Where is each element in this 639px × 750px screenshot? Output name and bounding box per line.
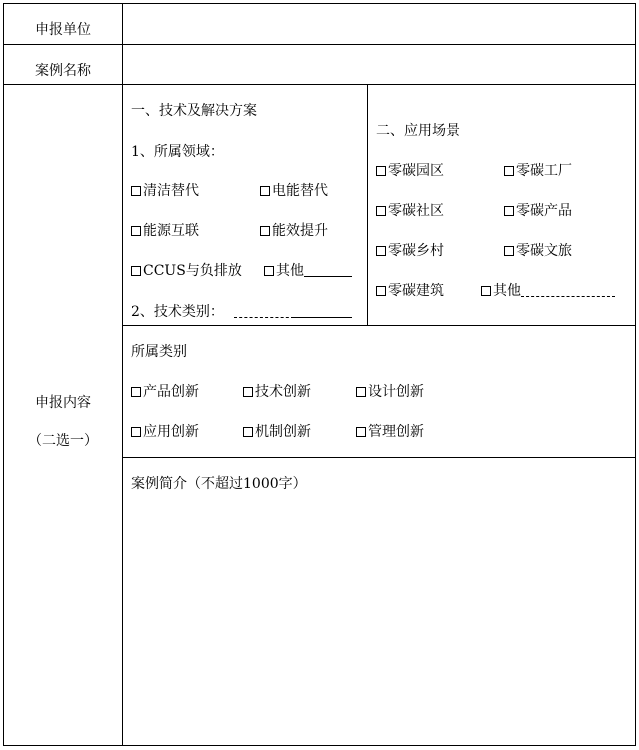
- label-column-divider: [122, 3, 123, 746]
- checkbox-icon[interactable]: [376, 206, 386, 216]
- option-ccus[interactable]: CCUS与负排放: [131, 262, 242, 280]
- option-management-innovation[interactable]: 管理创新: [356, 423, 424, 441]
- checkbox-icon[interactable]: [376, 166, 386, 176]
- checkbox-icon[interactable]: [264, 266, 274, 276]
- checkbox-icon[interactable]: [131, 387, 141, 397]
- content-label: 申报内容: [35, 395, 91, 411]
- content-sublabel: （二选一）: [28, 433, 98, 449]
- table-border-bottom: [3, 745, 636, 746]
- option-zero-carbon-product[interactable]: 零碳产品: [504, 202, 572, 220]
- section-divider: [367, 84, 368, 325]
- unit-label: 申报单位: [35, 22, 91, 38]
- checkbox-icon[interactable]: [504, 246, 514, 256]
- checkbox-icon[interactable]: [481, 286, 491, 296]
- option-clean-replacement[interactable]: 清洁替代: [131, 182, 199, 200]
- checkbox-icon[interactable]: [131, 266, 141, 276]
- checkbox-icon[interactable]: [243, 387, 253, 397]
- checkbox-icon[interactable]: [131, 427, 141, 437]
- checkbox-icon[interactable]: [356, 387, 366, 397]
- option-zero-carbon-community[interactable]: 零碳社区: [376, 202, 444, 220]
- option-scene-other[interactable]: 其他: [481, 282, 615, 300]
- option-zero-carbon-factory[interactable]: 零碳工厂: [504, 162, 572, 180]
- checkbox-icon[interactable]: [504, 166, 514, 176]
- tech-type-blank[interactable]: [234, 303, 352, 321]
- table-border-top: [3, 3, 636, 4]
- summary-input[interactable]: [124, 500, 634, 743]
- option-efficiency-improve[interactable]: 能效提升: [260, 222, 328, 240]
- row-divider-2: [3, 84, 636, 85]
- section1-title: 一、技术及解决方案: [131, 103, 257, 119]
- option-design-innovation[interactable]: 设计创新: [356, 383, 424, 401]
- table-border-right: [635, 3, 636, 746]
- category-title: 所属类别: [131, 344, 187, 360]
- case-name-input[interactable]: [124, 46, 634, 83]
- option-energy-interconnect[interactable]: 能源互联: [131, 222, 199, 240]
- checkbox-icon[interactable]: [260, 226, 270, 236]
- field-heading: 1、所属领域：: [131, 144, 224, 160]
- tech-type-label: 2、技术类别：: [131, 304, 224, 320]
- option-zero-carbon-village[interactable]: 零碳乡村: [376, 242, 444, 260]
- section2-title: 二、应用场景: [376, 123, 460, 139]
- checkbox-icon[interactable]: [260, 186, 270, 196]
- checkbox-icon[interactable]: [356, 427, 366, 437]
- checkbox-icon[interactable]: [131, 226, 141, 236]
- field-other-blank[interactable]: [304, 262, 352, 277]
- option-electric-replacement[interactable]: 电能替代: [260, 182, 328, 200]
- option-product-innovation[interactable]: 产品创新: [131, 383, 199, 401]
- row-divider-3: [122, 325, 636, 326]
- option-application-innovation[interactable]: 应用创新: [131, 423, 199, 441]
- checkbox-icon[interactable]: [243, 427, 253, 437]
- case-name-label: 案例名称: [35, 63, 91, 79]
- checkbox-icon[interactable]: [131, 186, 141, 196]
- option-zero-carbon-tourism[interactable]: 零碳文旅: [504, 242, 572, 260]
- option-mechanism-innovation[interactable]: 机制创新: [243, 423, 311, 441]
- option-tech-innovation[interactable]: 技术创新: [243, 383, 311, 401]
- row-divider-4: [122, 457, 636, 458]
- unit-input[interactable]: [124, 5, 634, 43]
- option-zero-carbon-building[interactable]: 零碳建筑: [376, 282, 444, 300]
- option-field-other[interactable]: 其他: [264, 262, 352, 280]
- row-divider-1: [3, 44, 636, 45]
- checkbox-icon[interactable]: [376, 246, 386, 256]
- table-border-left: [3, 3, 4, 746]
- checkbox-icon[interactable]: [376, 286, 386, 296]
- checkbox-icon[interactable]: [504, 206, 514, 216]
- summary-label: 案例简介（不超过1000字）: [131, 476, 307, 492]
- scene-other-blank[interactable]: [521, 282, 615, 297]
- option-zero-carbon-park[interactable]: 零碳园区: [376, 162, 444, 180]
